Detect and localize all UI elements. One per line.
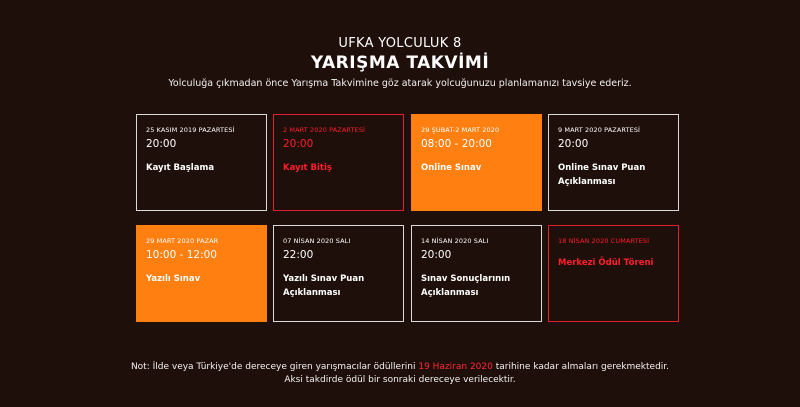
event-date: 14 NİSAN 2020 SALI	[421, 237, 489, 245]
event-label: Sınav Sonuçlarının Açıklanması	[421, 274, 511, 298]
event-card-written-score	[273, 225, 404, 322]
event-label: Merkezi Ödül Töreni	[558, 258, 654, 268]
event-date: 07 NİSAN 2020 SALI	[283, 237, 351, 245]
event-date: 25 KASIM 2019 PAZARTESİ	[146, 126, 235, 134]
event-date: 2 MART 2020 PAZARTESİ	[283, 126, 366, 134]
note-line-2: Aksi takdirde ödül bir sonraki dereceye verilecektir.	[284, 375, 516, 385]
event-date: 29 MART 2020 PAZAR	[146, 237, 219, 245]
event-card-registration-end	[273, 114, 404, 211]
pre-title: UFKA YOLCULUK 8	[338, 36, 462, 51]
event-card-exam-results	[411, 225, 542, 322]
note-deadline: 19 Haziran 2020	[418, 362, 493, 372]
header	[0, 36, 800, 73]
intro-text: Yolculuğa çıkmadan önce Yarışma Takvimine göz atarak yolcuğunuzu planlamanızı tavsiye ederiz.	[168, 78, 632, 89]
event-label: Yazılı Sınav	[146, 274, 201, 284]
event-label: Kayıt Başlama	[146, 163, 215, 173]
page-title: YARIŞMA TAKVİMİ	[310, 53, 490, 73]
event-date: 18 NİSAN 2020 CUMARTESİ	[558, 237, 650, 245]
footer-note	[0, 361, 800, 387]
event-time: 22:00	[283, 249, 314, 261]
event-card-registration-start	[136, 114, 267, 211]
event-time: 20:00	[558, 138, 589, 150]
event-label: Yazılı Sınav Puan Açıklanması	[283, 274, 365, 298]
event-label: Online Sınav Puan Açıklanması	[558, 163, 646, 187]
note-prefix: Not: İlde veya Türkiye'de dereceye giren yarışmacılar ödüllerini	[130, 362, 419, 372]
note-suffix: tarihine kadar almaları gerekmektedir.	[492, 362, 670, 372]
event-label: Online Sınav	[421, 163, 482, 173]
event-time: 20:00	[146, 138, 177, 150]
event-time: 20:00	[421, 249, 452, 261]
event-time: 08:00 - 20:00	[421, 138, 492, 150]
event-time: 10:00 - 12:00	[146, 249, 217, 261]
event-label: Kayıt Bitiş	[283, 163, 332, 173]
event-card-written-exam	[136, 225, 267, 322]
event-time: 20:00	[283, 138, 314, 150]
event-card-online-exam	[411, 114, 542, 211]
event-date: 29 ŞUBAT-2 MART 2020	[421, 126, 500, 134]
event-card-online-score	[548, 114, 679, 211]
event-card-award-ceremony	[548, 225, 679, 322]
event-date: 9 MART 2020 PAZARTESİ	[558, 126, 641, 134]
